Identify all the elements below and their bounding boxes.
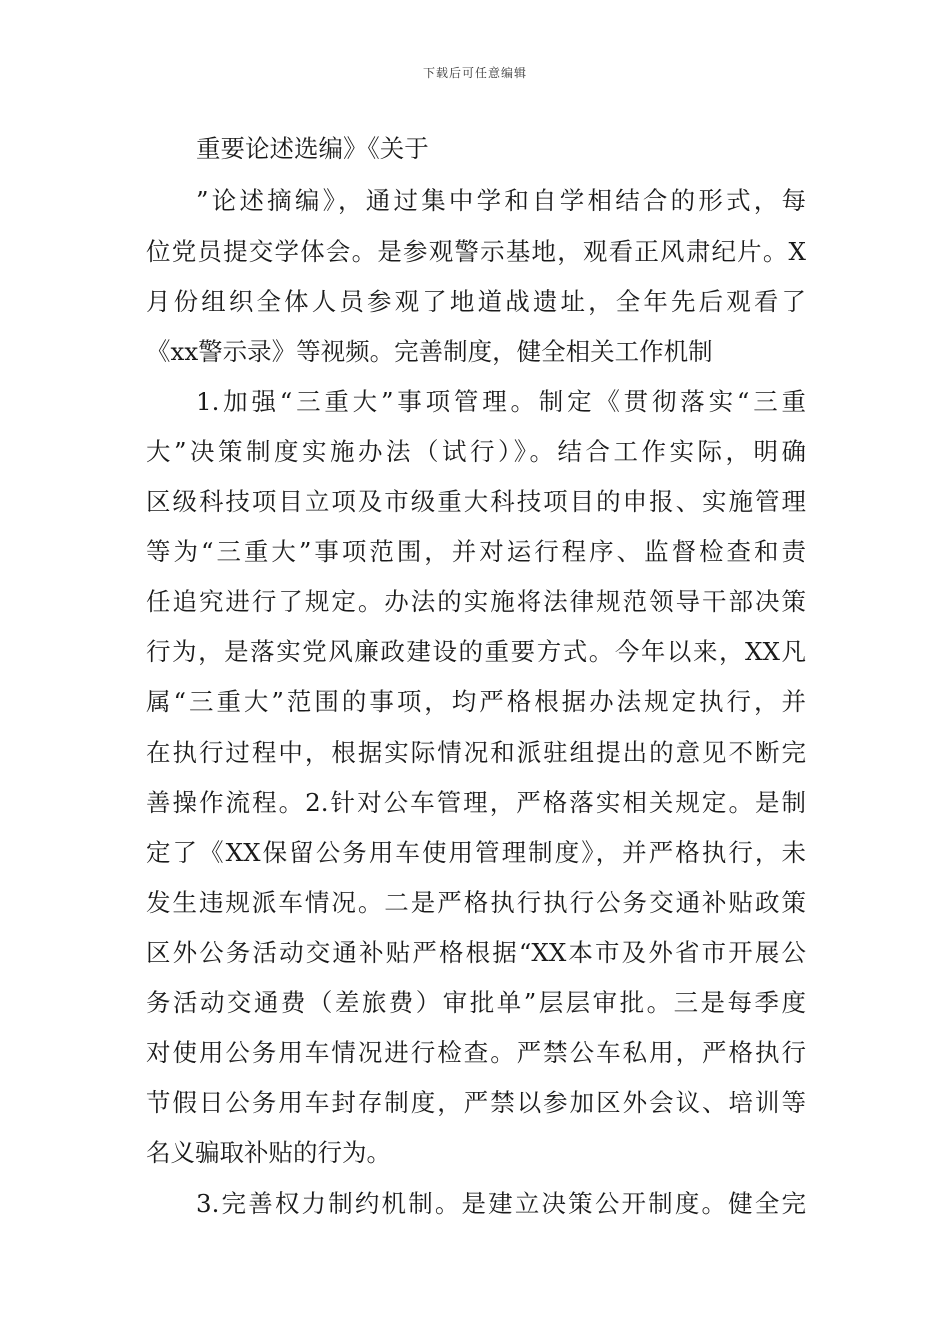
paragraph-line: 3.完善权力制约机制。是建立决策公开制度。健全完 xyxy=(196,1189,806,1218)
paragraph-line: 区级科技项目立项及市级重大科技项目的申报、实施管理 xyxy=(146,487,806,516)
paragraph-line: 属“三重大”范围的事项，均严格根据办法规定执行，并 xyxy=(146,687,806,716)
paragraph-line: 位党员提交学体会。是参观警示基地，观看正风肃纪片。X xyxy=(146,237,806,266)
paragraph-line: 在执行过程中，根据实际情况和派驻组提出的意见不断完 xyxy=(146,738,806,767)
paragraph-line: 1.加强“三重大”事项管理。制定《贯彻落实“三重 xyxy=(196,387,806,416)
paragraph-line: 《xx警示录》等视频。完善制度，健全相关工作机制 xyxy=(146,337,713,366)
paragraph-line: 等为“三重大”事项范围，并对运行程序、监督检查和责 xyxy=(146,537,806,566)
paragraph-line: 定了《XX保留公务用车使用管理制度》，并严格执行，未 xyxy=(146,838,806,867)
paragraph-line: 任追究进行了规定。办法的实施将法律规范领导干部决策 xyxy=(146,587,806,616)
paragraph-line: 重要论述选编》《关于 xyxy=(196,134,429,163)
paragraph-line: ”论述摘编》，通过集中学和自学相结合的形式，每 xyxy=(196,186,806,215)
paragraph-line: 善操作流程。2.针对公车管理，严格落实相关规定。是制 xyxy=(146,788,806,817)
paragraph-line: 发生违规派车情况。二是严格执行执行公务交通补贴政策 xyxy=(146,888,806,917)
page-header: 下载后可任意编辑 xyxy=(422,66,527,80)
paragraph-line: 行为，是落实党风廉政建设的重要方式。今年以来，XX凡 xyxy=(146,637,806,666)
paragraph-line: 名义骗取补贴的行为。 xyxy=(146,1138,391,1167)
paragraph-line: 对使用公务用车情况进行检查。严禁公车私用，严格执行 xyxy=(146,1038,806,1067)
paragraph-line: 节假日公务用车封存制度，严禁以参加区外会议、培训等 xyxy=(146,1088,806,1117)
paragraph-line: 大”决策制度实施办法（试行）》。结合工作实际，明确 xyxy=(146,437,806,466)
paragraph-line: 务活动交通费（差旅费）审批单”层层审批。三是每季度 xyxy=(146,988,806,1017)
paragraph-line: 区外公务活动交通补贴严格根据“XX本市及外省市开展公 xyxy=(146,938,806,967)
paragraph-line: 月份组织全体人员参观了地道战遗址，全年先后观看了 xyxy=(146,287,806,316)
